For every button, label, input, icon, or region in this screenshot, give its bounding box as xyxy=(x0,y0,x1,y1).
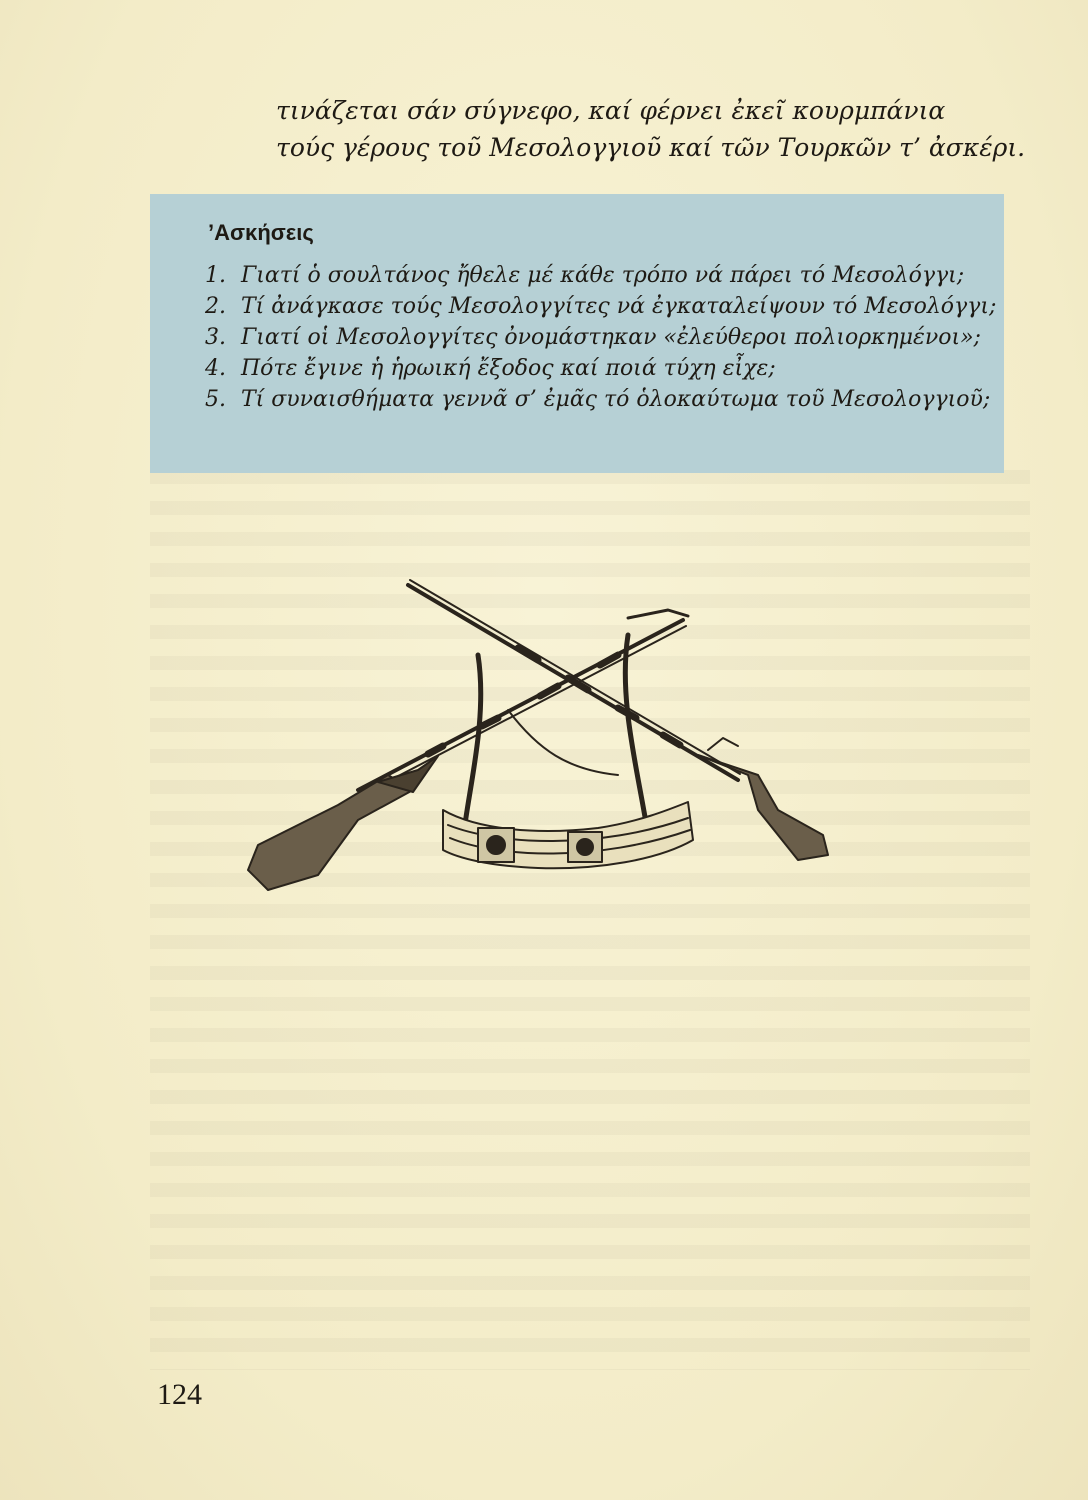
exercises-title: ’Ασκήσεις xyxy=(208,220,314,245)
exercise-text: Γιατί οἱ Μεσολογγίτες ὀνομάστηκαν «ἐλεύθεροι πολιορκημένοι»; xyxy=(241,325,981,350)
exercise-item xyxy=(205,353,995,384)
exercises-list xyxy=(205,260,995,415)
exercise-number: 1. xyxy=(205,263,226,288)
exercise-number: 3. xyxy=(205,325,226,350)
crossed-muskets-illustration xyxy=(238,560,858,900)
exercise-number: 5. xyxy=(205,387,226,412)
exercise-item xyxy=(205,291,995,322)
exercise-item xyxy=(205,384,995,415)
poem-excerpt xyxy=(276,92,1026,166)
page-number: 124 xyxy=(157,1378,202,1411)
exercises-box xyxy=(150,194,1004,473)
exercise-item xyxy=(205,260,995,291)
exercise-text: Πότε ἔγινε ἡ ἡρωική ἔξοδος καί ποιά τύχη εἶχε; xyxy=(241,356,776,381)
exercise-number: 4. xyxy=(205,356,226,381)
exercise-text: Γιατί ὁ σουλτάνος ἤθελε μέ κάθε τρόπο νά πάρει τό Μεσολόγγι; xyxy=(241,263,965,288)
poem-line: τινάζεται σάν σύγνεφο, καί φέρνει ἐκεῖ κουρμπάνια xyxy=(276,96,946,125)
exercise-item xyxy=(205,322,995,353)
poem-line: τούς γέρους τοῦ Μεσολογγιοῦ καί τῶν Τουρκῶν τ’ ἀσκέρι. xyxy=(276,133,1026,162)
exercise-number: 2. xyxy=(205,294,226,319)
exercise-text: Τί συναισθήματα γεννᾶ σ’ ἐμᾶς τό ὁλοκαύτωμα τοῦ Μεσολογγιοῦ; xyxy=(241,387,991,412)
exercise-text: Τί ἀνάγκασε τούς Μεσολογγίτες νά ἐγκαταλείψουν τό Μεσολόγγι; xyxy=(241,294,997,319)
